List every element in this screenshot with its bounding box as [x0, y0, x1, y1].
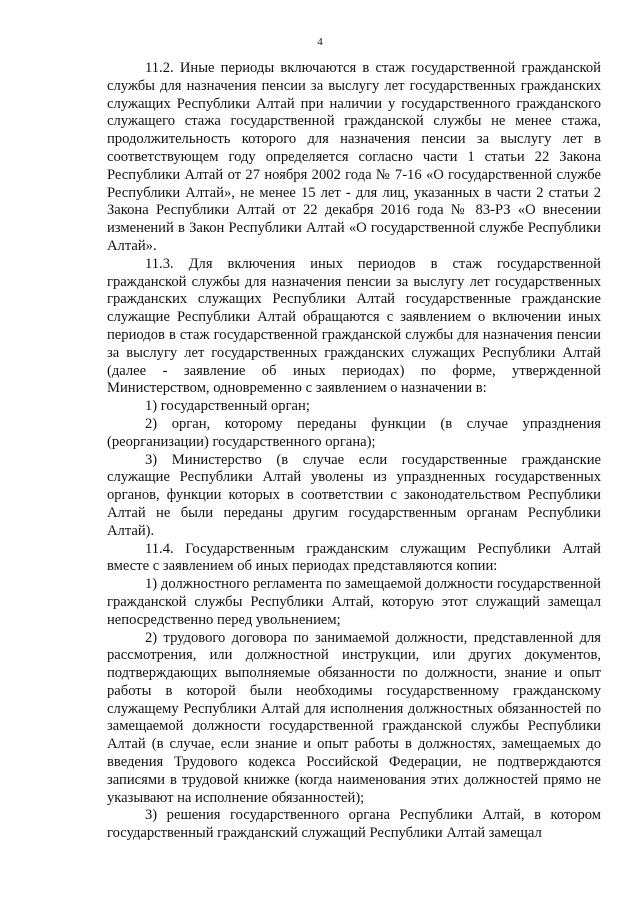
list-item: 2) трудового договора по занимаемой должности, представленной для рассмотрения, или должностной инструкции, или других документов, подтверждающих выполняемые обязанности по должности, знание и опыт работы в которой были необходимы государственному гражданскому служащему Республики Алтай для исполнения должностных обязанностей по замещаемой должности государственной гражданской службы Республики Алтай (в случае, если знание и опыт работы в должностях, замещаемых до введения Трудового кодекса Российской Федерации, не подтверждаются записями в трудовой книжке (когда наименования этих должностей прямо не указывают на исполнение обязанностей); [107, 629, 601, 806]
document-body [107, 60, 601, 843]
list-item: 1) должностного регламента по замещаемой должности государственной гражданской службы Республики Алтай, которую этот служащий замещал непосредственно перед увольнением; [107, 576, 601, 628]
page-number: 4 [317, 36, 323, 48]
list-item: 3) решения государственного органа Республики Алтай, в котором государственный гражданский служащий Республики Алтай замещал [107, 807, 601, 842]
list-item: 3) Министерство (в случае если государственные гражданские служащие Республики Алтай уволены из упраздненных государственных органов, функции которых в соответствии с законодательством Республики Алтай не были переданы другим государственным органам Республики Алтай). [107, 451, 601, 539]
list-item: 2) орган, которому переданы функции (в случае упразднения (реорганизации) государственного органа); [107, 415, 601, 450]
list-item: 1) государственный орган; [145, 398, 310, 415]
paragraph-11-4: 11.4. Государственным гражданским служащим Республики Алтай вместе с заявлением об иных периодах представляются копии: [107, 540, 601, 575]
paragraph-11-2: 11.2. Иные периоды включаются в стаж государственной гражданской службы для назначения пенсии за выслугу лет государственных гражданских служащих Республики Алтай при наличии у государственного гражданского служащего стажа государственной гражданской службы не менее стажа, продолжительность которого для назначения пенсии за выслугу лет в соответствующем году определяется согласно части 1 статьи 22 Закона Республики Алтай от 27 ноября 2002 года № 7-16 «О государственной службе Республики Алтай», не менее 15 лет - для лиц, указанных в части 2 статьи 2 Закона Республики Алтай от 22 декабря 2016 года № 83-РЗ «О внесении изменений в Закон Республики Алтай «О государственной службе Республики Алтай». [107, 60, 601, 254]
paragraph-11-3: 11.3. Для включения иных периодов в стаж государственной гражданской службы для назначения пенсии за выслугу лет государственных гражданских служащих Республики Алтай государственные гражданские служащие Республики Алтай обращаются с заявлением о включении иных периодов в стаж государственной гражданской службы для назначения пенсии за выслугу лет государственных гражданских служащих Республики Алтай (далее - заявление об иных периодах) по форме, утвержденной Министерством, одновременно с заявлением о назначении в: [107, 255, 601, 397]
